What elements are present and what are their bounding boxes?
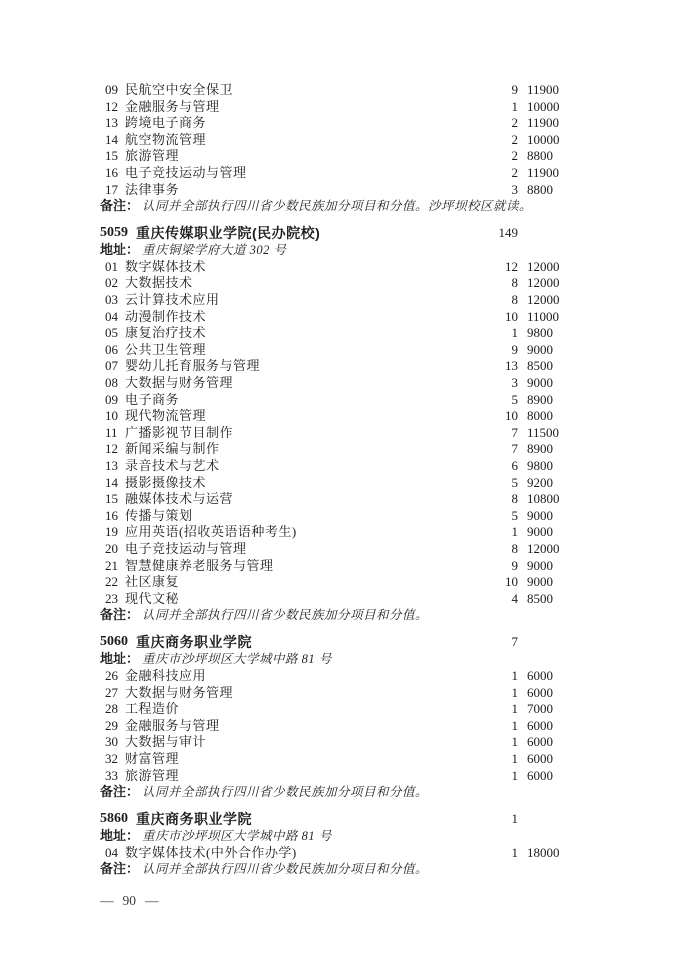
- major-code: 29: [105, 717, 118, 733]
- address-value: 重庆市沙坪坝区大学城中路 81 号: [142, 829, 332, 844]
- major-name: 财富管理: [125, 750, 180, 766]
- major-name: 康复治疗技术: [125, 325, 207, 341]
- major-code: 15: [105, 148, 118, 164]
- major-plan-count: 10: [505, 574, 518, 590]
- major-name: 航空物流管理: [125, 131, 207, 147]
- major-row: [98, 591, 566, 608]
- major-name: 电子竞技运动与管理: [125, 164, 247, 180]
- major-plan-count: 8: [511, 292, 518, 308]
- major-code: 01: [105, 258, 118, 274]
- major-plan-count: 9: [511, 82, 518, 97]
- major-name: 现代文秘: [125, 590, 180, 606]
- major-tuition-fee: 12000: [527, 258, 560, 274]
- major-name: 智慧健康养老服务与管理: [125, 557, 274, 573]
- major-row: [98, 441, 566, 458]
- major-row: [98, 718, 566, 735]
- major-name: 大数据技术: [125, 275, 193, 291]
- major-row: [98, 574, 566, 591]
- major-code: 28: [105, 701, 118, 717]
- school-header-row: [98, 634, 566, 652]
- footer-left-dash: —: [100, 893, 114, 908]
- note-text: 认同并全部执行四川省少数民族加分项目和分值。: [142, 862, 429, 877]
- major-tuition-fee: 8900: [527, 441, 553, 457]
- major-plan-count: 13: [505, 358, 518, 374]
- major-tuition-fee: 9000: [527, 524, 553, 540]
- address-line: [98, 651, 566, 668]
- major-plan-count: 2: [511, 115, 518, 131]
- major-row: [98, 309, 566, 326]
- major-tuition-fee: 9200: [527, 474, 553, 490]
- major-name: 数字媒体技术(中外合作办学): [125, 844, 297, 860]
- major-row: [98, 558, 566, 575]
- major-code: 06: [105, 341, 118, 357]
- major-plan-count: 1: [511, 524, 518, 540]
- major-plan-count: 12: [505, 258, 518, 274]
- major-name: 金融服务与管理: [125, 717, 220, 733]
- school-code: 5059: [100, 225, 128, 241]
- major-code: 11: [105, 424, 118, 440]
- major-code: 26: [105, 668, 118, 683]
- major-row: [98, 342, 566, 359]
- major-row: [98, 392, 566, 409]
- major-plan-count: 5: [511, 391, 518, 407]
- major-row: [98, 148, 566, 165]
- major-name: 云计算技术应用: [125, 292, 220, 308]
- admission-plan-list: [98, 82, 566, 878]
- major-plan-count: 1: [511, 717, 518, 733]
- school-section: [98, 811, 566, 878]
- major-code: 32: [105, 750, 118, 766]
- major-row: [98, 99, 566, 116]
- major-code: 09: [105, 391, 118, 407]
- major-code: 16: [105, 164, 118, 180]
- major-row: [98, 668, 566, 685]
- note-line: [98, 861, 566, 878]
- major-name: 电子竞技运动与管理: [125, 540, 247, 556]
- major-name: 新闻采编与制作: [125, 441, 220, 457]
- address-line: [98, 828, 566, 845]
- major-name: 婴幼儿托育服务与管理: [125, 358, 261, 374]
- major-name: 传播与策划: [125, 507, 193, 523]
- major-name: 应用英语(招收英语语种考生): [125, 524, 297, 540]
- major-plan-count: 9: [511, 341, 518, 357]
- major-row: [98, 325, 566, 342]
- major-code: 17: [105, 181, 118, 197]
- major-tuition-fee: 6000: [527, 668, 553, 683]
- major-code: 13: [105, 457, 118, 473]
- major-row: [98, 458, 566, 475]
- major-code: 09: [105, 82, 118, 97]
- major-plan-count: 2: [511, 131, 518, 147]
- major-code: 03: [105, 292, 118, 308]
- major-plan-count: 5: [511, 507, 518, 523]
- major-row: [98, 275, 566, 292]
- major-tuition-fee: 9000: [527, 341, 553, 357]
- major-name: 录音技术与艺术: [125, 457, 220, 473]
- school-total-count: 7: [511, 634, 518, 650]
- major-code: 07: [105, 358, 118, 374]
- major-plan-count: 3: [511, 181, 518, 197]
- major-tuition-fee: 6000: [527, 750, 553, 766]
- major-code: 15: [105, 491, 118, 507]
- major-row: [98, 734, 566, 751]
- major-name: 金融科技应用: [125, 668, 207, 683]
- major-name: 融媒体技术与运营: [125, 491, 234, 507]
- school-name: 重庆传媒职业学院(民办院校): [136, 225, 321, 242]
- major-tuition-fee: 11900: [527, 115, 560, 131]
- major-code: 20: [105, 540, 118, 556]
- major-name: 民航空中安全保卫: [125, 82, 234, 97]
- major-tuition-fee: 8500: [527, 590, 553, 606]
- major-code: 08: [105, 375, 118, 390]
- major-plan-count: 4: [511, 590, 518, 606]
- note-text: 认同并全部执行四川省少数民族加分项目和分值。沙坪坝校区就读。: [142, 199, 533, 214]
- major-name: 大数据与审计: [125, 734, 207, 750]
- major-plan-count: 6: [511, 457, 518, 473]
- note-label: 备注：: [100, 861, 140, 877]
- major-plan-count: 8: [511, 540, 518, 556]
- major-code: 27: [105, 684, 118, 700]
- major-tuition-fee: 9800: [527, 457, 553, 473]
- major-tuition-fee: 8000: [527, 408, 553, 424]
- major-row: [98, 408, 566, 425]
- major-code: 14: [105, 131, 118, 147]
- major-name: 金融服务与管理: [125, 98, 220, 114]
- major-plan-count: 10: [505, 308, 518, 324]
- major-row: [98, 259, 566, 276]
- footer-page-number: 90: [122, 893, 136, 908]
- major-tuition-fee: 18000: [527, 844, 560, 860]
- major-tuition-fee: 8800: [527, 148, 553, 164]
- address-value: 重庆市沙坪坝区大学城中路 81 号: [142, 652, 332, 667]
- major-row: [98, 491, 566, 508]
- major-name: 旅游管理: [125, 148, 180, 164]
- major-name: 动漫制作技术: [125, 308, 207, 324]
- major-tuition-fee: 12000: [527, 292, 560, 308]
- major-code: 23: [105, 590, 118, 606]
- major-code: 05: [105, 325, 118, 341]
- address-label: 地址：: [100, 242, 140, 258]
- major-row: [98, 768, 566, 785]
- major-tuition-fee: 6000: [527, 717, 553, 733]
- major-row: [98, 375, 566, 392]
- school-code: 5860: [100, 811, 128, 827]
- major-code: 13: [105, 115, 118, 131]
- school-total-count: 149: [498, 225, 518, 241]
- school-name: 重庆商务职业学院: [136, 811, 252, 828]
- major-plan-count: 7: [511, 441, 518, 457]
- major-plan-count: 5: [511, 474, 518, 490]
- major-row: [98, 425, 566, 442]
- school-section: [98, 82, 566, 215]
- major-row: [98, 541, 566, 558]
- major-plan-count: 1: [511, 684, 518, 700]
- major-tuition-fee: 8800: [527, 181, 553, 197]
- major-plan-count: 2: [511, 164, 518, 180]
- major-row: [98, 751, 566, 768]
- note-text: 认同并全部执行四川省少数民族加分项目和分值。: [142, 785, 429, 800]
- major-tuition-fee: 11900: [527, 82, 560, 97]
- major-name: 大数据与财务管理: [125, 684, 234, 700]
- major-code: 12: [105, 98, 118, 114]
- address-label: 地址：: [100, 651, 140, 667]
- major-row: [98, 115, 566, 132]
- major-row: [98, 292, 566, 309]
- major-row: [98, 685, 566, 702]
- major-tuition-fee: 6000: [527, 734, 553, 750]
- major-row: [98, 132, 566, 149]
- major-tuition-fee: 11500: [527, 424, 560, 440]
- major-tuition-fee: 8500: [527, 358, 553, 374]
- note-label: 备注：: [100, 198, 140, 214]
- major-plan-count: 1: [511, 767, 518, 783]
- major-tuition-fee: 7000: [527, 701, 553, 717]
- major-plan-count: 1: [511, 668, 518, 683]
- address-label: 地址：: [100, 828, 140, 844]
- major-code: 02: [105, 275, 118, 291]
- school-name: 重庆商务职业学院: [136, 634, 252, 651]
- major-tuition-fee: 10800: [527, 491, 560, 507]
- major-plan-count: 1: [511, 701, 518, 717]
- note-line: [98, 784, 566, 801]
- major-plan-count: 10: [505, 408, 518, 424]
- major-name: 摄影摄像技术: [125, 474, 207, 490]
- school-total-count: 1: [511, 811, 518, 827]
- school-header-row: [98, 811, 566, 829]
- note-label: 备注：: [100, 784, 140, 800]
- major-name: 广播影视节目制作: [125, 424, 234, 440]
- major-tuition-fee: 12000: [527, 275, 560, 291]
- major-code: 04: [105, 844, 118, 860]
- school-section: [98, 225, 566, 624]
- major-code: 33: [105, 767, 118, 783]
- major-tuition-fee: 6000: [527, 684, 553, 700]
- major-row: [98, 701, 566, 718]
- major-plan-count: 3: [511, 375, 518, 390]
- major-tuition-fee: 9000: [527, 557, 553, 573]
- major-name: 跨境电子商务: [125, 115, 207, 131]
- major-row: [98, 358, 566, 375]
- school-code: 5060: [100, 634, 128, 650]
- major-tuition-fee: 9000: [527, 507, 553, 523]
- major-name: 公共卫生管理: [125, 341, 207, 357]
- major-code: 30: [105, 734, 118, 750]
- major-name: 社区康复: [125, 574, 180, 590]
- major-tuition-fee: 9800: [527, 325, 553, 341]
- note-line: [98, 198, 566, 215]
- major-row: [98, 475, 566, 492]
- major-row: [98, 182, 566, 199]
- major-name: 现代物流管理: [125, 408, 207, 424]
- major-row: [98, 82, 566, 99]
- major-name: 数字媒体技术: [125, 258, 207, 274]
- school-section: [98, 634, 566, 801]
- major-code: 16: [105, 507, 118, 523]
- major-tuition-fee: 10000: [527, 98, 560, 114]
- major-name: 工程造价: [125, 701, 180, 717]
- major-row: [98, 845, 566, 862]
- note-line: [98, 607, 566, 624]
- major-tuition-fee: 9000: [527, 574, 553, 590]
- address-value: 重庆铜梁学府大道 302 号: [142, 243, 287, 258]
- major-code: 12: [105, 441, 118, 457]
- major-tuition-fee: 9000: [527, 375, 553, 390]
- major-tuition-fee: 6000: [527, 767, 553, 783]
- major-code: 14: [105, 474, 118, 490]
- major-plan-count: 1: [511, 750, 518, 766]
- footer-right-dash: —: [145, 893, 159, 908]
- note-text: 认同并全部执行四川省少数民族加分项目和分值。: [142, 608, 429, 623]
- major-plan-count: 1: [511, 844, 518, 860]
- note-label: 备注：: [100, 607, 140, 623]
- major-code: 21: [105, 557, 118, 573]
- major-plan-count: 1: [511, 734, 518, 750]
- major-plan-count: 1: [511, 325, 518, 341]
- major-tuition-fee: 8900: [527, 391, 553, 407]
- document-page: [98, 82, 566, 878]
- major-tuition-fee: 11000: [527, 308, 560, 324]
- major-tuition-fee: 12000: [527, 540, 560, 556]
- major-plan-count: 8: [511, 275, 518, 291]
- major-plan-count: 9: [511, 557, 518, 573]
- major-row: [98, 524, 566, 541]
- major-name: 大数据与财务管理: [125, 375, 234, 390]
- major-tuition-fee: 11900: [527, 164, 560, 180]
- school-header-row: [98, 225, 566, 243]
- major-code: 04: [105, 308, 118, 324]
- major-plan-count: 8: [511, 491, 518, 507]
- page-number: [100, 893, 159, 909]
- major-name: 旅游管理: [125, 767, 180, 783]
- major-name: 电子商务: [125, 391, 180, 407]
- major-plan-count: 2: [511, 148, 518, 164]
- major-plan-count: 7: [511, 424, 518, 440]
- address-line: [98, 242, 566, 259]
- major-row: [98, 165, 566, 182]
- major-code: 19: [105, 524, 118, 540]
- major-tuition-fee: 10000: [527, 131, 560, 147]
- major-code: 22: [105, 574, 118, 590]
- major-name: 法律事务: [125, 181, 180, 197]
- major-plan-count: 1: [511, 98, 518, 114]
- major-code: 10: [105, 408, 118, 424]
- major-row: [98, 508, 566, 525]
